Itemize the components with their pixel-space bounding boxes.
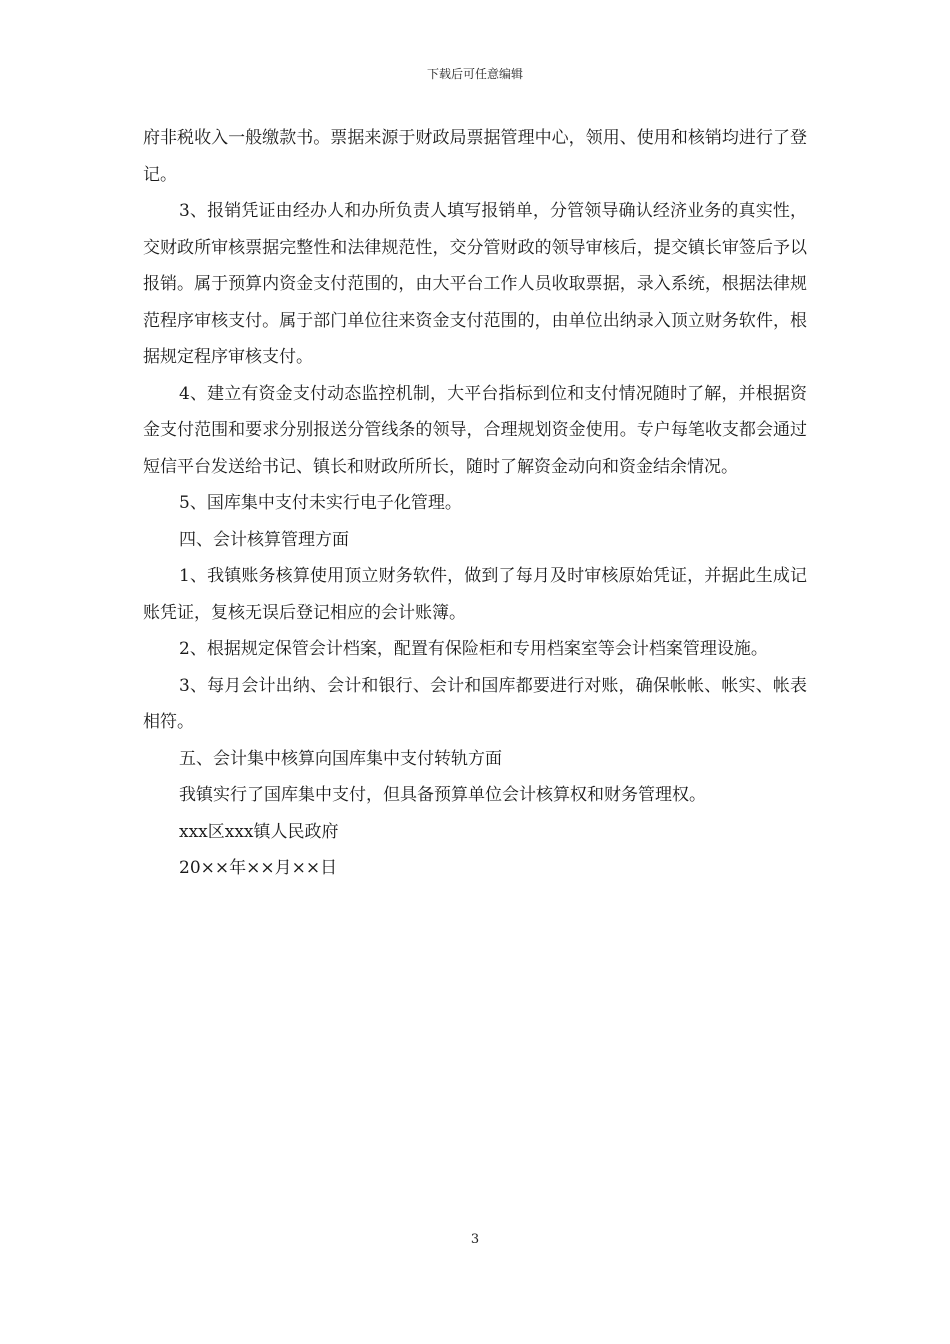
document-body [143, 120, 807, 887]
paragraph: 2、根据规定保管会计档案，配置有保险柜和专用档案室等会计档案管理设施。 [179, 639, 768, 659]
section-heading: 五、会计集中核算向国库集中支付转轨方面 [179, 748, 502, 769]
signature-date: 20××年××月××日 [179, 858, 338, 878]
paragraph: 1、我镇账务核算使用顶立财务软件，做到了每月及时审核原始凭证，并据此生成记账凭证，复核无误后登记相应的会计账簿。 [143, 566, 807, 623]
paragraph: 3、报销凭证由经办人和办所负责人填写报销单，分管领导确认经济业务的真实性，交财政所审核票据完整性和法律规范性，交分管财政的领导审核后，提交镇长审签后予以报销。属于预算内资金支付范围的，由大平台工作人员收取票据，录入系统，根据法律规范程序审核支付。属于部门单位往来资金支付范围的，由单位出纳录入顶立财务软件，根据规定程序审核支付。 [143, 201, 807, 367]
paragraph: 府非税收入一般缴款书。票据来源于财政局票据管理中心，领用、使用和核销均进行了登记。 [143, 128, 807, 185]
page-number: 3 [470, 1232, 480, 1247]
header-note: 下载后可任意编辑 [426, 67, 523, 81]
signature-organization: xxx区xxx镇人民政府 [179, 821, 339, 842]
section-heading: 四、会计核算管理方面 [179, 529, 349, 550]
paragraph: 4、建立有资金支付动态监控机制，大平台指标到位和支付情况随时了解，并根据资金支付范围和要求分别报送分管线条的领导，合理规划资金使用。专户每笔收支都会通过短信平台发送给书记、镇长和财政所所长，随时了解资金动向和资金结余情况。 [143, 383, 807, 477]
paragraph: 3、每月会计出纳、会计和银行、会计和国库都要进行对账，确保帐帐、帐实、帐表相符。 [143, 675, 807, 732]
paragraph: 5、国库集中支付未实行电子化管理。 [179, 493, 462, 513]
paragraph: 我镇实行了国库集中支付，但具备预算单位会计核算权和财务管理权。 [179, 785, 706, 805]
